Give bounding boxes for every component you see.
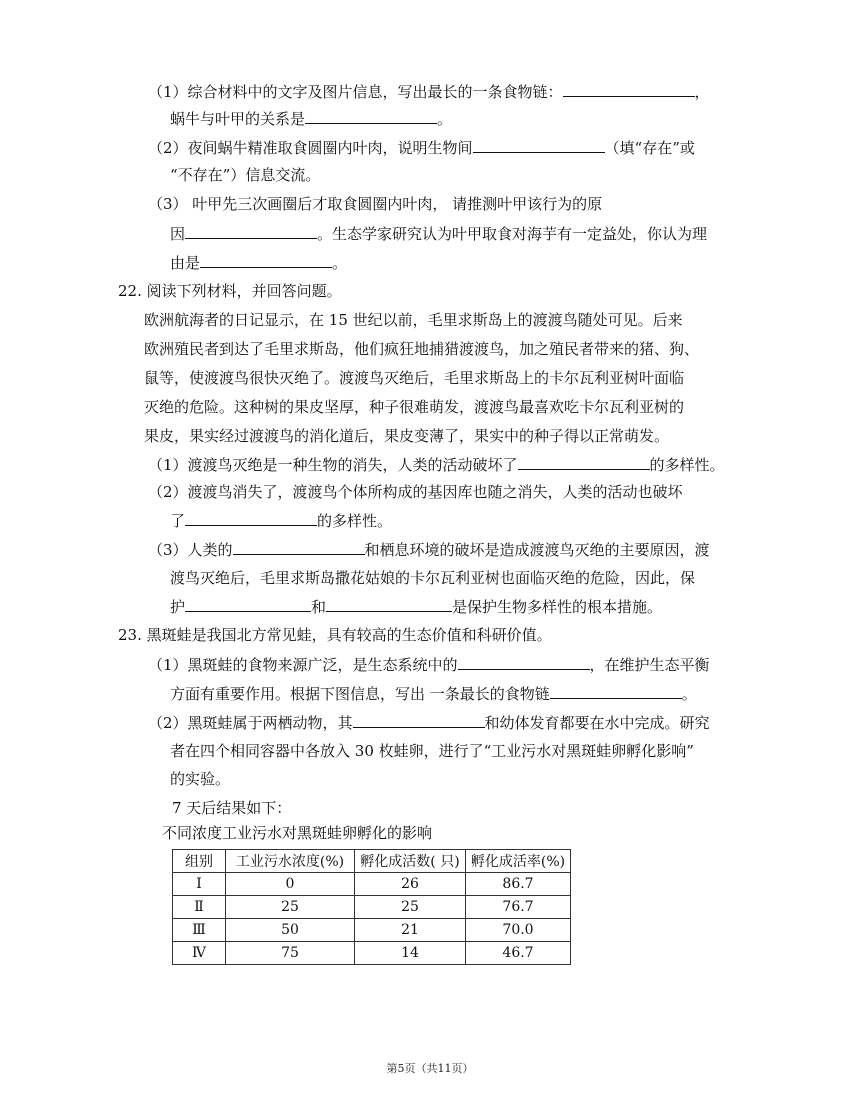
q23-sub2-line1: （2）黑斑蛙属于两栖动物，其 和幼体发育都要在水中完成。研究 xyxy=(148,711,710,734)
table-row xyxy=(173,896,571,919)
hatching-results-table xyxy=(172,849,571,965)
q23-sub2-line2: 者在四个相同容器中各放入 30 枚蛙卵，进行了“工业污水对黑斑蛙卵孵化影响” xyxy=(170,742,694,760)
q22-material-line: 果皮，果实经过渡渡鸟的消化道后，果皮变薄了，果实中的种子得以正常萌发。 xyxy=(144,427,670,445)
answer-blank[interactable] xyxy=(233,538,365,555)
answer-blank[interactable] xyxy=(353,711,485,728)
q21-sub1-line1: （1）综合材料中的文字及图片信息，写出最长的一条食物链： ， xyxy=(148,80,710,103)
answer-blank[interactable] xyxy=(305,107,437,124)
q22-material-line: 鼠等，使渡渡鸟很快灭绝了。渡渡鸟灭绝后，毛里求斯岛上的卡尔瓦利亚树叶面临 xyxy=(144,369,685,387)
table-cell: 25 xyxy=(355,896,466,919)
answer-blank[interactable] xyxy=(185,595,311,612)
table-header: 孵化成活数( 只) xyxy=(355,850,466,873)
q23-heading: 23. 黑斑蛙是我国北方常见蛙，具有较高的生态价值和科研价值。 xyxy=(118,626,552,644)
answer-blank[interactable] xyxy=(550,682,682,699)
answer-blank[interactable] xyxy=(326,595,452,612)
page-footer: 第5页（共11页） xyxy=(386,1062,474,1075)
table-cell: Ⅱ xyxy=(173,896,226,919)
answer-blank[interactable] xyxy=(473,136,605,153)
q22-sub2-line2: 了 的多样性。 xyxy=(170,509,392,532)
q23-sub2-line4: 7 天后结果如下： xyxy=(172,799,292,817)
table-cell: 26 xyxy=(355,873,466,896)
question-number: 22. xyxy=(118,282,142,300)
table-cell: 21 xyxy=(355,919,466,942)
question-number: 23. xyxy=(118,626,142,644)
q22-material-line: 欧洲航海者的日记显示，在 15 世纪以前，毛里求斯岛上的渡渡鸟随处可见。后来 xyxy=(144,311,683,329)
answer-blank[interactable] xyxy=(185,222,317,239)
table-cell: Ⅰ xyxy=(173,873,226,896)
table-cell: 0 xyxy=(226,873,355,896)
table-cell: Ⅲ xyxy=(173,919,226,942)
q22-sub1: （1）渡渡鸟灭绝是一种生物的消失，人类的活动破坏了 的多样性。 xyxy=(148,453,725,476)
table-row xyxy=(173,873,571,896)
table-header: 工业污水浓度(%) xyxy=(226,850,355,873)
table-cell: 46.7 xyxy=(466,942,571,965)
q21-sub2-line2: “不存在”）信息交流。 xyxy=(170,166,321,184)
table-cell: 14 xyxy=(355,942,466,965)
table-row xyxy=(173,919,571,942)
table-header-row xyxy=(173,850,571,873)
table-cell: 25 xyxy=(226,896,355,919)
q21-sub3-line3: 由是 。 xyxy=(170,251,347,274)
table-cell: 76.7 xyxy=(466,896,571,919)
answer-blank[interactable] xyxy=(200,251,332,268)
q21-sub3-line1: （3） 叶甲先三次画圈后才取食圆圈内叶肉， 请推测叶甲该行为的原 xyxy=(148,195,603,213)
answer-blank[interactable] xyxy=(458,653,590,670)
table-header: 孵化成活率(%) xyxy=(466,850,571,873)
q21-sub2-line1: （2）夜间蜗牛精准取食圆圈内叶肉，说明生物间 （填“存在”或 xyxy=(148,136,695,159)
q21-sub1-line2: 蜗牛与叶甲的关系是 。 xyxy=(170,107,452,130)
q21-sub3-line2: 因 。生态学家研究认为叶甲取食对海芋有一定益处，你认为理 xyxy=(170,222,707,245)
table-cell: 75 xyxy=(226,942,355,965)
answer-blank[interactable] xyxy=(563,80,695,97)
q23-sub1-line1: （1）黑斑蛙的食物来源广泛，是生态系统中的 ，在维护生态平衡 xyxy=(148,653,710,676)
q22-sub2-line1: （2）渡渡鸟消失了，渡渡鸟个体所构成的基因库也随之消失，人类的活动也破坏 xyxy=(148,483,683,501)
q22-sub3-line2: 渡鸟灭绝后，毛里求斯岛撒花姑娘的卡尔瓦利亚树也面临灭绝的危险，因此，保 xyxy=(170,569,696,587)
q22-heading: 22. 阅读下列材料，并回答问题。 xyxy=(118,282,342,300)
q22-material-line: 欧洲殖民者到达了毛里求斯岛，他们疯狂地捕猎渡渡鸟，加之殖民者带来的猪、狗、 xyxy=(144,340,700,358)
answer-blank[interactable] xyxy=(185,509,317,526)
q22-sub3-line3: 护 和 是保护生物多样性的根本措施。 xyxy=(170,595,662,618)
table-cell: 70.0 xyxy=(466,919,571,942)
q22-material-line: 灭绝的危险。这种树的果皮坚厚，种子很难萌发，渡渡鸟最喜欢吃卡尔瓦利亚树的 xyxy=(144,398,685,416)
q22-sub3-line1: （3）人类的 和栖息环境的破坏是造成渡渡鸟灭绝的主要原因，渡 xyxy=(148,538,710,561)
table-cell: Ⅳ xyxy=(173,942,226,965)
table-cell: 50 xyxy=(226,919,355,942)
table-title: 不同浓度工业污水对黑斑蛙卵孵化的影响 xyxy=(162,824,433,842)
answer-blank[interactable] xyxy=(518,453,650,470)
q23-sub2-line3: 的实验。 xyxy=(170,770,231,788)
q23-sub1-line2: 方面有重要作用。根据下图信息，写出 一条最长的食物链 。 xyxy=(170,682,697,705)
table-row xyxy=(173,942,571,965)
table-cell: 86.7 xyxy=(466,873,571,896)
table-header: 组别 xyxy=(173,850,226,873)
